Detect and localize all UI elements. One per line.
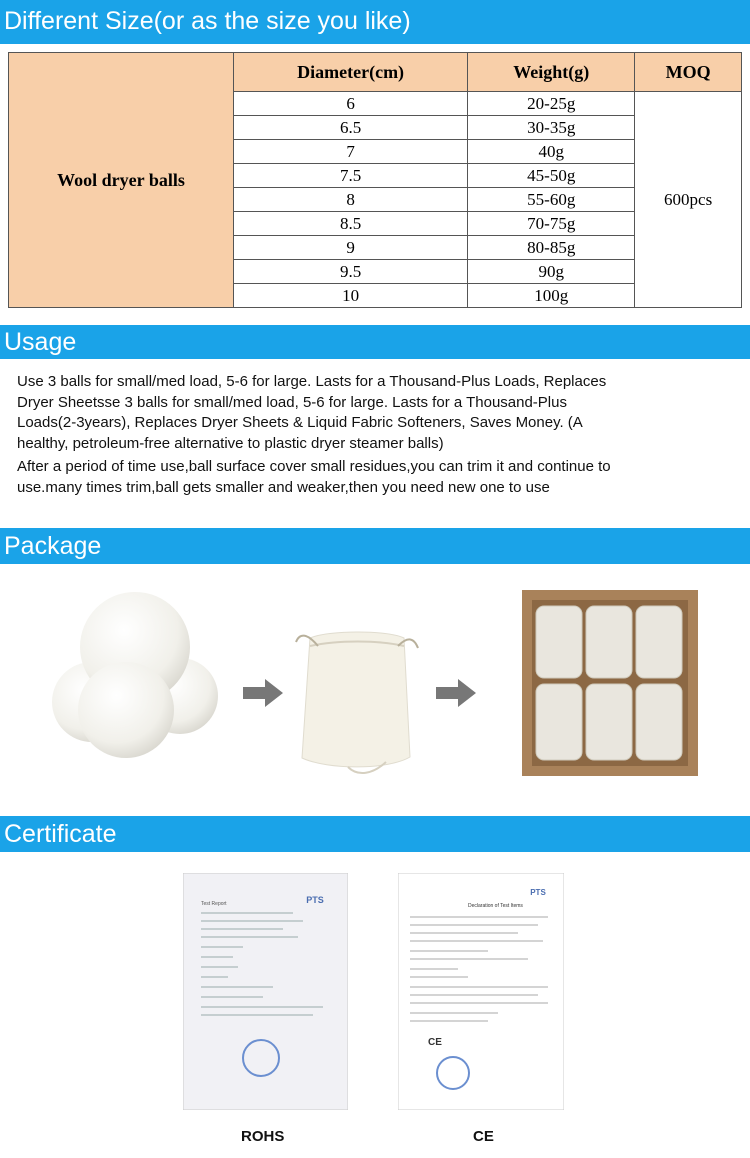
weight-cell: 40g [468,140,635,164]
weight-cell: 30-35g [468,116,635,140]
section-banner-package [0,528,750,564]
rohs-certificate-image [183,873,348,1110]
diameter-cell: 6 [234,92,468,116]
weight-cell: 90g [468,260,635,284]
ce-label: CE [473,1128,494,1145]
diameter-cell: 9 [234,236,468,260]
section-title-size: Different Size(or as the size you like) [4,7,411,35]
rohs-doc-title: Test Report [201,901,227,907]
rohs-label: ROHS [241,1128,285,1145]
section-title-package: Package [4,532,102,560]
weight-cell: 70-75g [468,212,635,236]
section-banner-certificate [0,816,750,852]
section-title-certificate: Certificate [4,820,117,848]
weight-cell: 100g [468,284,635,308]
arrow-icon [243,678,285,708]
table-header-row [9,53,742,92]
diameter-cell: 7 [234,140,468,164]
weight-cell: 20-25g [468,92,635,116]
weight-cell: 80-85g [468,236,635,260]
usage-paragraph-1: Use 3 balls for small/med load, 5-6 for large. Lasts for a Thousand-Plus Loads, Replaces Dryer Sheetsse 3 balls for small/med load, 5-6 for large. Lasts for a Thousand-Plus Loads(2-3years), Replaces Dryer Sheets & Liquid Fabric Softeners, Saves Money. (A healthy, petroleum-free alternative to plastic dryer steamer balls) [17,373,607,452]
diameter-cell: 8 [234,188,468,212]
size-table [8,52,742,308]
diameter-cell: 6.5 [234,116,468,140]
section-banner-usage [0,325,750,359]
arrow-icon [436,678,478,708]
header-diameter: Diameter(cm) [234,53,468,92]
ce-logo: PTS [530,888,546,897]
diameter-cell: 10 [234,284,468,308]
usage-text [17,372,617,501]
wool-balls-image [40,592,220,762]
ce-doc-title: Declaration of Test Items [468,903,523,909]
section-banner-size [0,0,750,44]
shipping-box-image [522,590,698,776]
weight-cell: 55-60g [468,188,635,212]
ce-mark: CE [428,1037,442,1048]
cotton-bag-image [288,612,428,777]
header-weight: Weight(g) [468,53,635,92]
moq-cell: 600pcs [635,92,742,308]
diameter-cell: 7.5 [234,164,468,188]
usage-paragraph-2: After a period of time use,ball surface cover small residues,you can trim it and continue to use.many times trim,ball gets smaller and weaker,then you need new one to use [17,458,611,496]
rohs-logo: PTS [306,895,324,905]
product-cell: Wool dryer balls [9,53,234,308]
section-title-usage: Usage [4,328,77,356]
ce-certificate-image [398,873,564,1110]
weight-cell: 45-50g [468,164,635,188]
diameter-cell: 8.5 [234,212,468,236]
diameter-cell: 9.5 [234,260,468,284]
header-moq: MOQ [635,53,742,92]
